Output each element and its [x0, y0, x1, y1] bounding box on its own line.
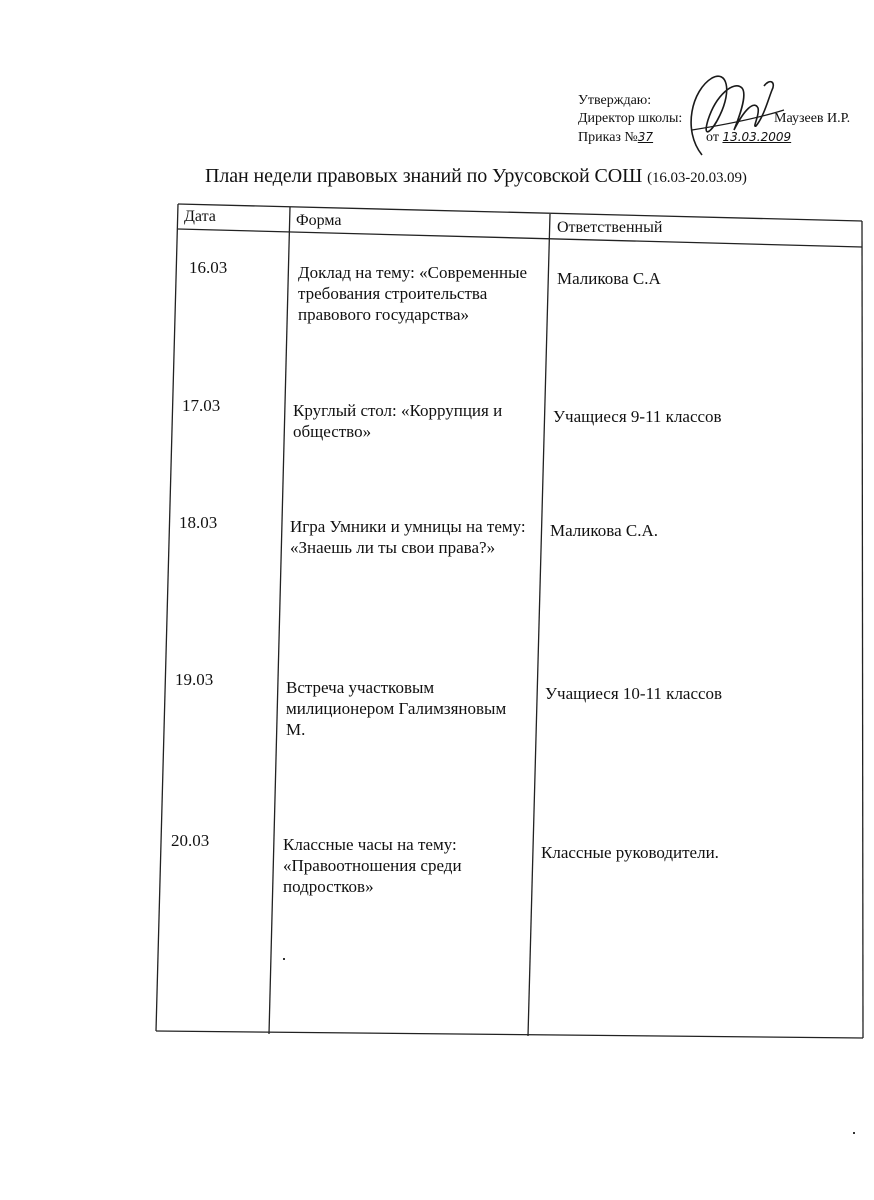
header-responsible: Ответственный	[557, 219, 663, 236]
order-label: Приказ №	[578, 130, 638, 145]
row-3-form: Игра Умники и умницы на тему: «Знаешь ли ты свои права?»	[290, 517, 526, 557]
director-name: Маузеев И.Р.	[774, 111, 851, 126]
header-date: Дата	[184, 208, 216, 225]
order-date: 13.03.2009	[722, 130, 792, 144]
table-top-border	[178, 204, 862, 221]
table-right-border	[862, 221, 863, 1038]
scan-speck	[853, 1132, 855, 1134]
row-2-responsible: Учащиеся 9-11 классов	[553, 407, 722, 426]
approve-label: Утверждаю:	[578, 93, 652, 108]
title-main: План недели правовых знаний по Урусовской СОШ	[205, 165, 643, 187]
row-3-date: 18.03	[179, 513, 218, 532]
row-4-date: 19.03	[175, 670, 214, 689]
column-divider-2	[528, 214, 550, 1036]
row-1-date: 16.03	[189, 258, 228, 277]
title-date-range: (16.03-20.03.09)	[647, 170, 747, 186]
row-1-responsible: Маликова С.А	[557, 269, 661, 288]
row-2-form: Круглый стол: «Коррупция и общество»	[293, 401, 503, 441]
director-label: Директор школы:	[578, 111, 683, 126]
order-number: 37	[637, 130, 654, 144]
table-bottom-border	[156, 1031, 863, 1038]
row-4-form: Встреча участковым милиционером Галимзяновым М.	[286, 678, 507, 739]
row-1-form: Доклад на тему: «Современные требования строительства правового государства»	[298, 263, 528, 324]
column-divider-1	[269, 207, 290, 1034]
row-2-date: 17.03	[182, 396, 221, 415]
row-4-responsible: Учащиеся 10-11 классов	[545, 684, 723, 703]
row-3-responsible: Маликова С.А.	[550, 521, 659, 540]
order-date-label: от	[706, 130, 719, 145]
table-header-bottom-border	[178, 229, 862, 247]
row-5-form: Классные часы на тему: «Правоотношения среди подростков»	[283, 835, 462, 896]
row-5-responsible: Классные руководители.	[541, 843, 719, 862]
scan-speck	[283, 958, 285, 960]
table-left-border	[156, 204, 178, 1031]
header-form: Форма	[296, 212, 342, 229]
row-5-date: 20.03	[171, 831, 210, 850]
